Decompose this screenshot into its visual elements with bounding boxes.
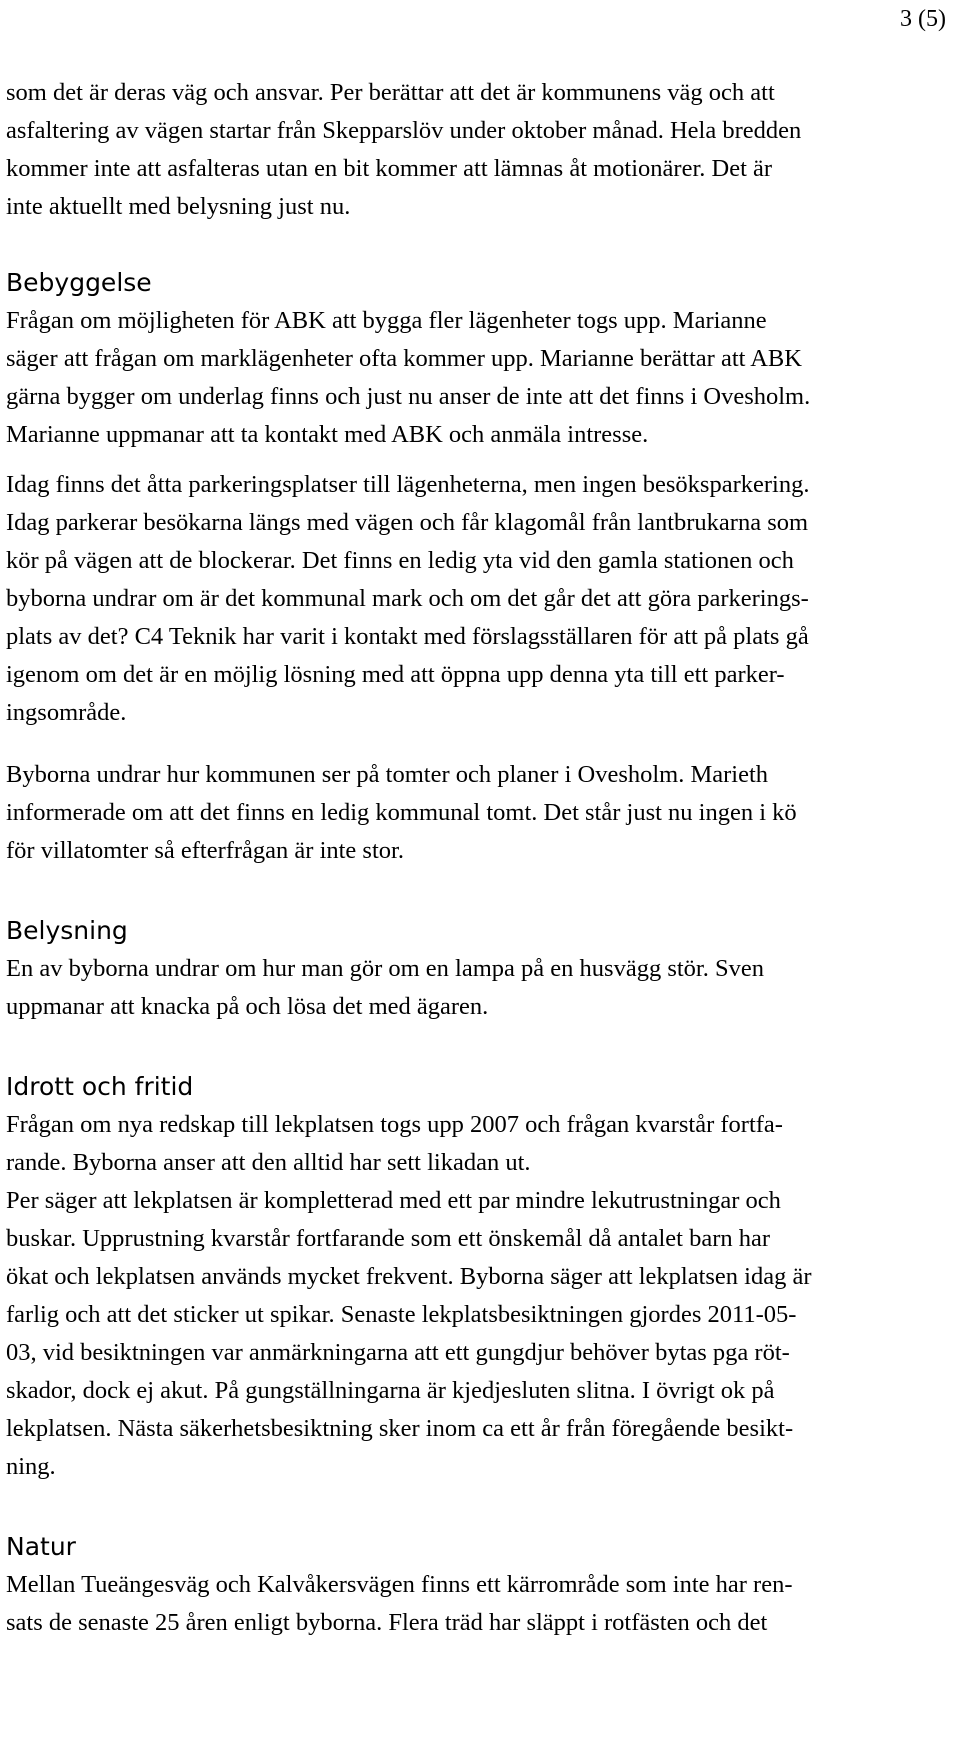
text-line: En av byborna undrar om hur man gör om en lampa på en husvägg stör. Sven bbox=[6, 955, 764, 982]
text-line: inte aktuellt med belysning just nu. bbox=[6, 193, 351, 220]
section-natur bbox=[6, 1528, 956, 1642]
text-line: skador, dock ej akut. På gungställningarna är kjedjesluten slitna. I övrigt ok på bbox=[6, 1377, 775, 1404]
text-line: igenom om det är en möjlig lösning med att öppna upp denna yta till ett parker- bbox=[6, 661, 785, 688]
paragraph bbox=[6, 1566, 956, 1642]
text-line: Per säger att lekplatsen är kompletterad med ett par mindre lekutrustningar och bbox=[6, 1187, 781, 1214]
text-line: kör på vägen att de blockerar. Det finns en ledig yta vid den gamla stationen och bbox=[6, 547, 794, 574]
text-line: 03, vid besiktningen var anmärkningarna att ett gungdjur behöver bytas pga röt- bbox=[6, 1339, 790, 1366]
text-line: byborna undrar om är det kommunal mark och om det går det att göra parkerings- bbox=[6, 585, 809, 612]
paragraph bbox=[6, 756, 956, 870]
text-line: som det är deras väg och ansvar. Per berättar att det är kommunens väg och att bbox=[6, 79, 775, 106]
text-line: Byborna undrar hur kommunen ser på tomter och planer i Ovesholm. Marieth bbox=[6, 761, 769, 788]
section-heading: Natur bbox=[6, 1532, 76, 1561]
text-line: Idag finns det åtta parkeringsplatser till lägenheterna, men ingen besöksparkering. bbox=[6, 471, 810, 498]
text-line: ingsområde. bbox=[6, 699, 127, 726]
paragraph bbox=[6, 950, 956, 1026]
section-heading: Bebyggelse bbox=[6, 268, 152, 297]
section-idrott-och-fritid bbox=[6, 1068, 956, 1486]
paragraph bbox=[6, 466, 956, 732]
text-line: asfaltering av vägen startar från Skepparslöv under oktober månad. Hela bredden bbox=[6, 117, 802, 144]
text-line: gärna bygger om underlag finns och just nu anser de inte att det finns i Ovesholm. bbox=[6, 383, 811, 410]
text-line: lekplatsen. Nästa säkerhetsbesiktning sker inom ca ett år från föregående besikt- bbox=[6, 1415, 794, 1442]
document-body bbox=[6, 74, 956, 1642]
text-line: farlig och att det sticker ut spikar. Senaste lekplatsbesiktningen gjordes 2011-05- bbox=[6, 1301, 797, 1328]
text-line: rande. Byborna anser att den alltid har sett likadan ut. bbox=[6, 1149, 531, 1176]
text-line: Marianne uppmanar att ta kontakt med ABK och anmäla intresse. bbox=[6, 421, 649, 448]
section-heading: Idrott och fritid bbox=[6, 1072, 194, 1101]
section-heading: Belysning bbox=[6, 916, 128, 945]
text-line: Frågan om nya redskap till lekplatsen togs upp 2007 och frågan kvarstår fortfa- bbox=[6, 1111, 783, 1138]
paragraph bbox=[6, 1106, 956, 1486]
text-line: säger att frågan om marklägenheter ofta kommer upp. Marianne berättar att ABK bbox=[6, 345, 802, 372]
text-line: sats de senaste 25 åren enligt byborna. Flera träd har släppt i rotfästen och det bbox=[6, 1609, 768, 1636]
text-line: ökat och lekplatsen används mycket frekvent. Byborna säger att lekplatsen idag är bbox=[6, 1263, 812, 1290]
text-line: uppmanar att knacka på och lösa det med ägaren. bbox=[6, 993, 489, 1020]
text-line: buskar. Upprustning kvarstår fortfarande som ett önskemål då antalet barn har bbox=[6, 1225, 771, 1252]
text-line: Idag parkerar besökarna längs med vägen och får klagomål från lantbrukarna som bbox=[6, 509, 809, 536]
section-belysning bbox=[6, 912, 956, 1026]
paragraph bbox=[6, 302, 956, 454]
section-bebyggelse bbox=[6, 264, 956, 870]
text-line: kommer inte att asfalteras utan en bit kommer att lämnas åt motionärer. Det är bbox=[6, 155, 773, 182]
text-line: plats av det? C4 Teknik har varit i kontakt med förslagsställaren för att på plats gå bbox=[6, 623, 809, 650]
intro-paragraph bbox=[6, 74, 956, 226]
text-line: Mellan Tueängesväg och Kalvåkersvägen finns ett kärrområde som inte har ren- bbox=[6, 1571, 793, 1598]
text-line: ning. bbox=[6, 1453, 56, 1480]
text-line: informerade om att det finns en ledig kommunal tomt. Det står just nu ingen i kö bbox=[6, 799, 797, 826]
text-line: Frågan om möjligheten för ABK att bygga fler lägenheter togs upp. Marianne bbox=[6, 307, 767, 334]
text-line: för villatomter så efterfrågan är inte stor. bbox=[6, 837, 404, 864]
page-number: 3 (5) bbox=[900, 6, 946, 32]
